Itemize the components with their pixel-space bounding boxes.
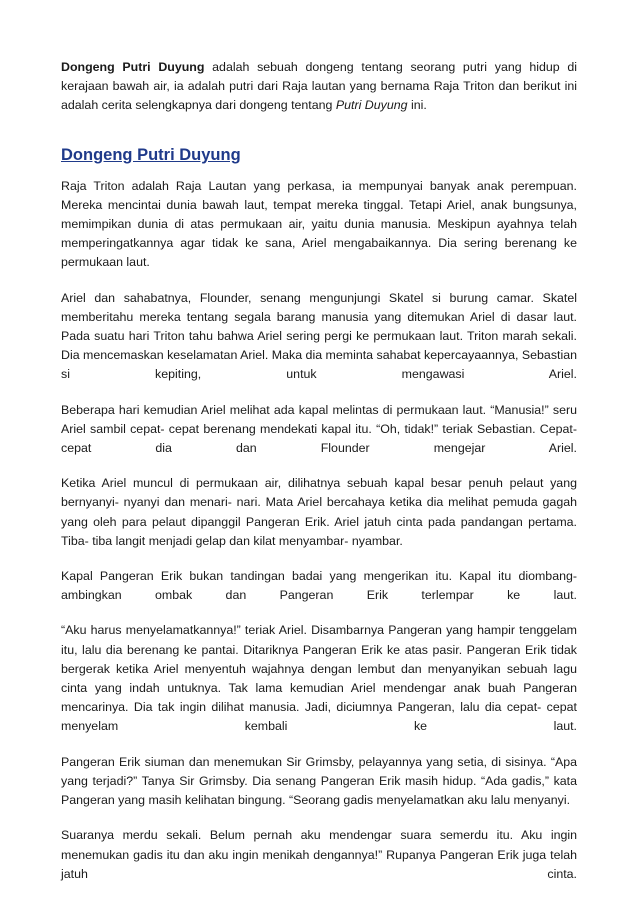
story-paragraph-3: Beberapa hari kemudian Ariel melihat ada kapal melintas di permukaan laut. “Manusia!” seru Ariel sambil cepat- cepat berenang mendekati kapal itu. “Oh, tidak!” teriak Sebastian. Cepat- cepat dia dan Flounder mengejar Ariel.: [61, 402, 577, 456]
story-paragraph-6: “Aku harus menyelamatkannya!” teriak Ariel. Disambarnya Pangeran yang hampir tenggelam itu, lalu dia berenang ke pantai. Ditariknya Pangeran Erik ke atas pasir. Pangeran Erik tidak bergerak ketika Ariel menyentuh wajahnya dengan lembut dan menyanyikan sebuah lagu cinta yang indah untuknya. Tak lama kemudian Ariel mendengar anak buah Pangeran mencarinya. Dia tak ingin dilihat manusia. Jadi, diciumnya Pangeran, lalu dia cepat- cepat menyelam kembali ke laut.: [61, 623, 577, 734]
story-heading: Dongeng Putri Duyung: [61, 145, 241, 164]
story-paragraph-7: Pangeran Erik siuman dan menemukan Sir Grimsby, pelayannya yang setia, di sisinya. “Apa yang terjadi?” Tanya Sir Grimsby. Dia senang Pangeran Erik masih hidup. “Ada gadis,” kata Pangeran yang masih kelihatan bingung. “Seorang gadis menyelamatkan aku lalu menyanyi.: [61, 754, 577, 808]
intro-text-a: adalah sebuah dongeng tentang seorang putri yang hidup di kerajaan bawah air, ia adalah putri dari Raja lautan yang bernama Raja Triton dan berikut ini adalah cerita selengkapnya dari dongeng tentang: [61, 60, 577, 113]
story-paragraph-5: Kapal Pangeran Erik bukan tandingan badai yang mengerikan itu. Kapal itu diombang- ambingkan ombak dan Pangeran Erik terlempar ke laut.: [61, 569, 577, 603]
story-paragraph-1: Raja Triton adalah Raja Lautan yang perkasa, ia mempunyai banyak anak perempuan. Mereka mencintai dunia bawah laut, tempat mereka tinggal. Tetapi Ariel, anak bungsunya, memimpikan dunia di atas permukaan air, yaitu dunia manusia. Meskipun ayahnya telah memperingatkannya agar tidak ke sana, Ariel mengabaikannya. Dia sering berenang ke permukaan laut.: [61, 178, 577, 270]
story-paragraph-8: Suaranya merdu sekali. Belum pernah aku mendengar suara semerdu itu. Aku ingin menemukan gadis itu dan aku ingin menikah dengannya!” Rupanya Pangeran Erik juga telah jatuh cinta.: [61, 828, 577, 881]
intro-text-b: ini.: [407, 98, 427, 113]
intro-bold-title: Dongeng Putri Duyung: [61, 60, 205, 74]
story-paragraph-2: Ariel dan sahabatnya, Flounder, senang mengunjungi Skatel si burung camar. Skatel memberitahu mereka tentang segala barang manusia yang ditemukan Ariel di dasar laut. Pada suatu hari Triton tahu bahwa Ariel sering pergi ke permukaan laut. Triton marah sekali. Dia mencemaskan keselamatan Ariel. Maka dia meminta sahabat kepercayaannya, Sebastian si kepiting, untuk mengawasi Ariel.: [61, 290, 577, 382]
story-paragraph-4: Ketika Ariel muncul di permukaan air, dilihatnya sebuah kapal besar penuh pelaut yang bernyanyi- nyanyi dan menari- nari. Mata Ariel bercahaya ketika dia melihat pemuda gagah yang oleh para pelaut dipanggil Pangeran Erik. Ariel jatuh cinta pada pandangan pertama. Tiba- tiba langit menjadi gelap dan kilat menyambar- nyambar.: [61, 476, 577, 548]
document-page: [61, 58, 577, 884]
intro-paragraph: [61, 58, 577, 116]
intro-italic-title: Putri Duyung: [335, 98, 408, 113]
